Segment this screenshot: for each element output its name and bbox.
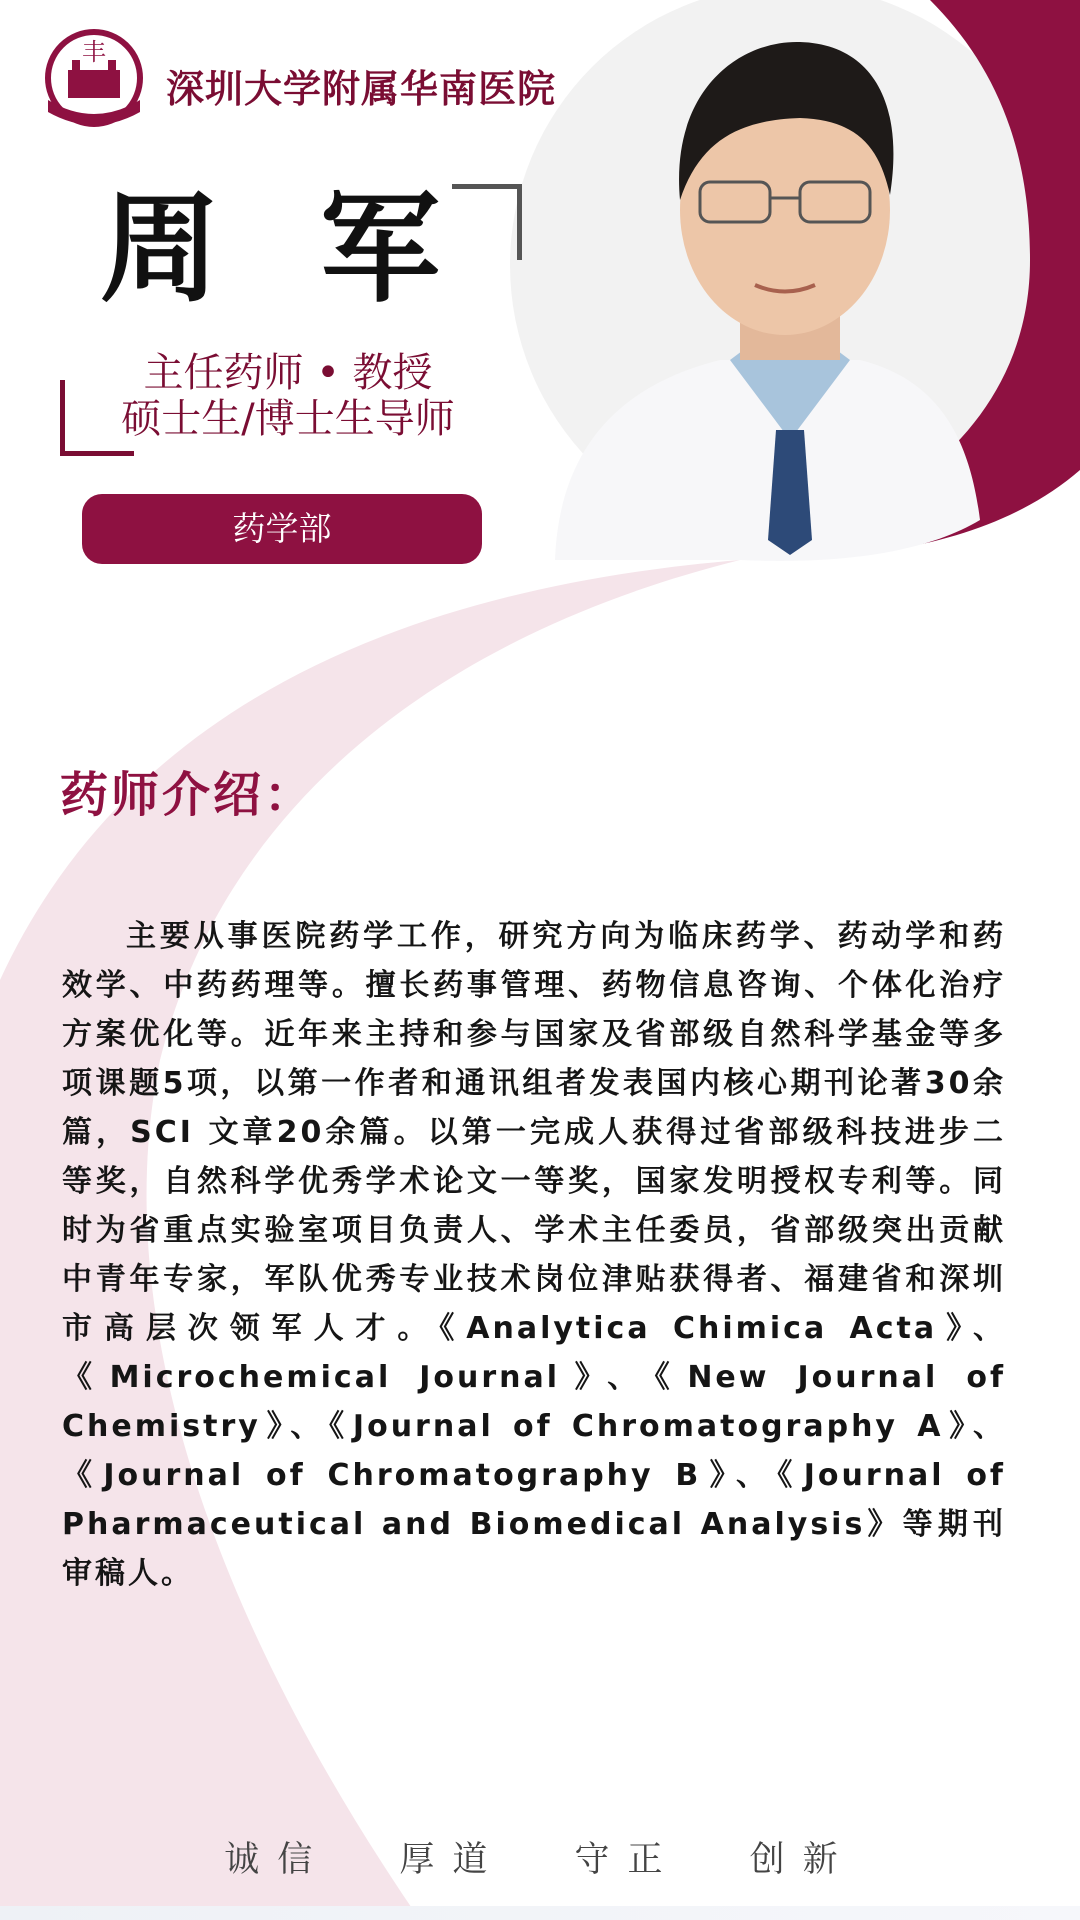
corner-bracket-top-right bbox=[452, 184, 522, 260]
hospital-name: 深圳大学附属华南医院 bbox=[166, 66, 557, 111]
doctor-name: 周军 bbox=[100, 180, 540, 319]
intro-body: 主要从事医院药学工作，研究方向为临床药学、药动学和药效学、中药药理等。擅长药事管理、药物信息咨询、个体化治疗方案优化等。近年来主持和参与国家及省部级自然科学基金等多项课题5项，以第一作者和通讯组者发表国内核心期刊论著30余篇，SCI 文章20余篇。以第一完成人获得过省部级科技进步二等奖，自然科学优秀学术论文一等奖，国家发明授权专利等。同时为省重点实验室项目负责人、学术主任委员，省部级突出贡献中青年专家，军队优秀专业技术岗位津贴获得者、福建省和深圳市高层次领军人才。《Analytica Chimica Acta》、《Microchemical Journal》、《New Journal of Chemistry》、《Journal of Chromatography A》、《Journal of Chromatography B》、《Journal of Pharmaceutical and Biomedical Analysis》等期刊审稿人。 bbox=[62, 919, 1006, 1591]
bottom-strip bbox=[0, 1906, 1080, 1920]
intro-heading: 药师介绍： bbox=[60, 767, 316, 823]
hospital-motto: 诚信 厚道 守正 创新 bbox=[224, 1840, 856, 1880]
doctor-titles bbox=[108, 350, 468, 442]
department-badge: 药学部 bbox=[82, 494, 482, 564]
svg-text:丰: 丰 bbox=[82, 38, 106, 66]
title-line-2: 硕士生/博士生导师 bbox=[121, 396, 455, 442]
title-line-1: 主任药师 • 教授 bbox=[143, 350, 433, 396]
